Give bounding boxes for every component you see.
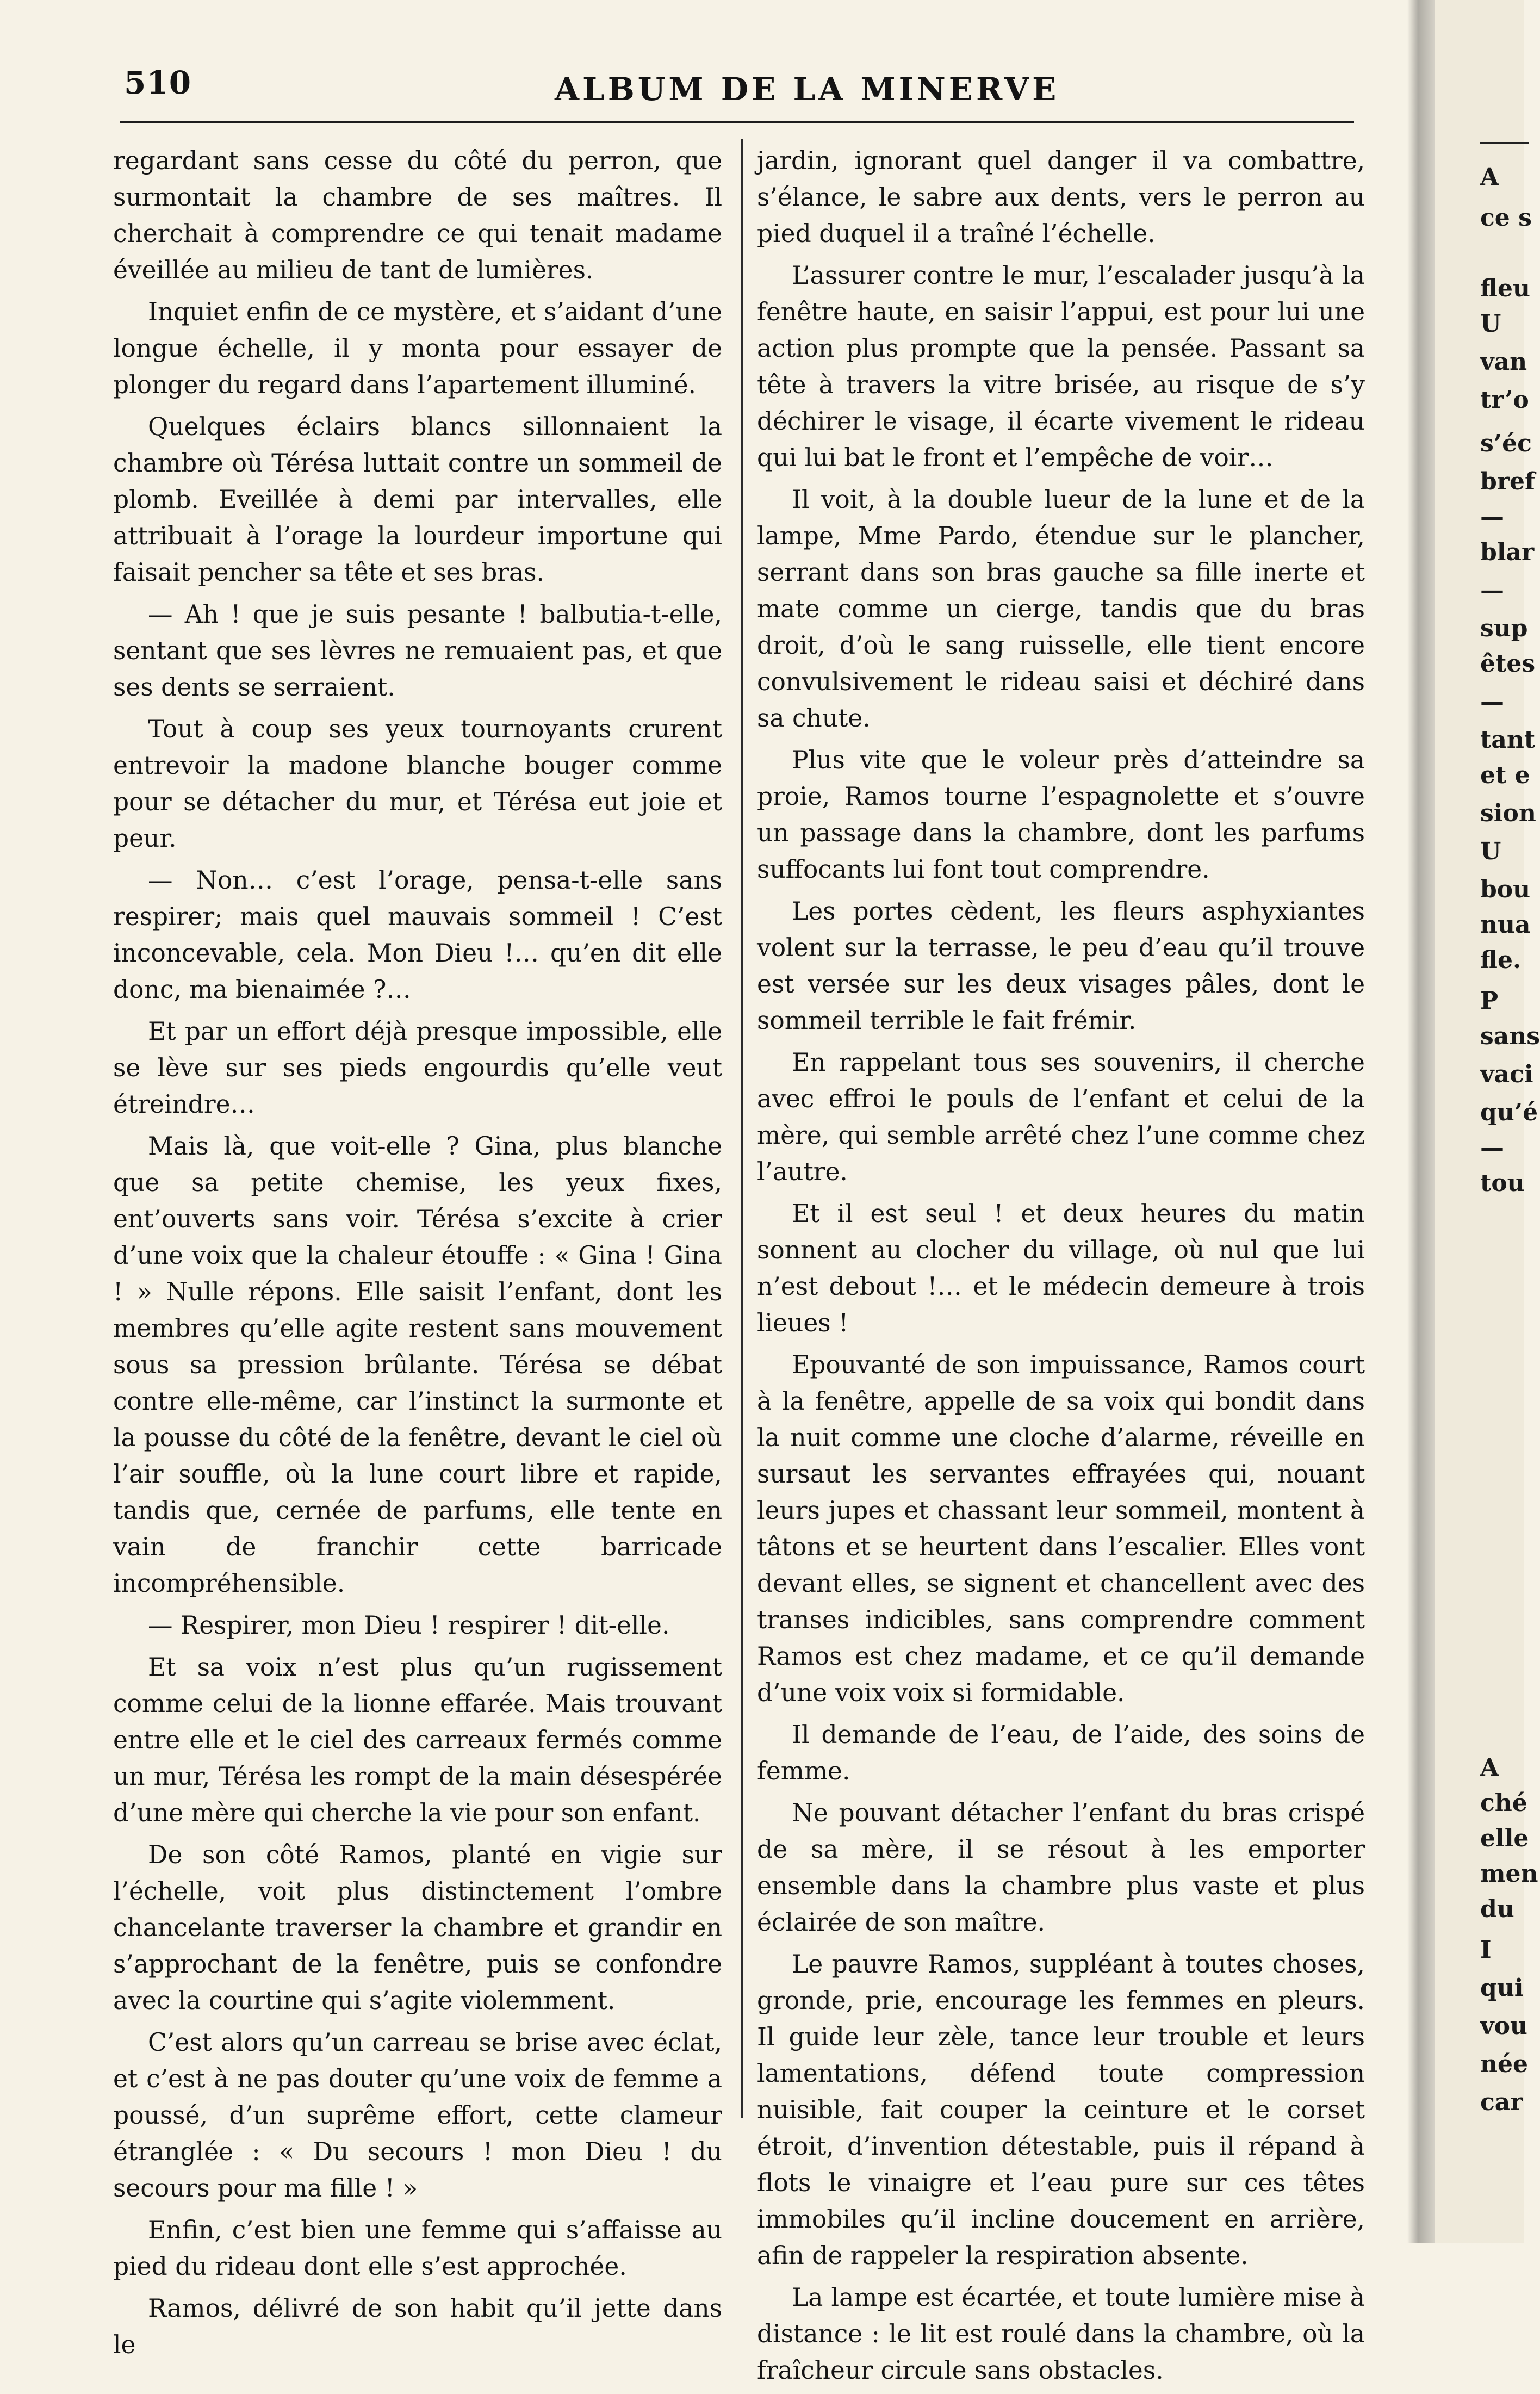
neighbor-fragment: A (1480, 1754, 1499, 1782)
paragraph: — Respirer, mon Dieu ! respirer ! dit-elle. (148, 1611, 670, 1640)
neighbor-fragment: — (1480, 1134, 1504, 1162)
paragraph: La lampe est écartée, et toute lumière mise à distance : le lit est roulé dans la chambre, où la fraîcheur circule sans obstacles. (757, 2283, 1365, 2385)
neighbor-fragment: ce s (1480, 204, 1532, 232)
neighbor-fragment: ché (1480, 1789, 1527, 1817)
header-rule (120, 121, 1354, 123)
neighbor-fragment: — (1480, 503, 1504, 531)
neighbor-fragment: P (1480, 987, 1499, 1015)
neighbor-fragment: tou (1480, 1169, 1525, 1197)
neighbor-fragment: — (1480, 576, 1504, 604)
paragraph: Ramos, délivré de son habit qu’il jette dans le (113, 2294, 722, 2359)
neighbor-fragment: née (1480, 2050, 1528, 2078)
running-title: ALBUM DE LA MINERVE (555, 71, 1060, 108)
paragraph: Et par un effort déjà presque impossible, elle se lève sur ses pieds engourdis qu’elle veut étreindre… (113, 1017, 722, 1119)
neighbor-fragment: du (1480, 1895, 1514, 1923)
paragraph: Quelques éclairs blancs sillonnaient la chambre où Térésa luttait contre un sommeil de plomb. Eveillée à demi par intervalles, elle attribuait à l’orage la lourdeur importune qui faisait pencher sa tête et ses bras. (113, 412, 722, 587)
column-rule (741, 139, 743, 2118)
neighbor-fragment: et e (1480, 761, 1530, 789)
neighbor-fragment: U (1480, 310, 1501, 338)
neighbor-fragment: qu’é (1480, 1099, 1538, 1126)
neighbor-fragment: I (1480, 1936, 1492, 1964)
neighbor-fragment: fle. (1480, 946, 1522, 974)
neighbor-fragment: sion (1480, 799, 1536, 827)
neighbor-fragment: bref (1480, 468, 1535, 495)
paragraph: C’est alors qu’un carreau se brise avec éclat, et c’est à ne pas douter qu’une voix de femme a poussé, d’un suprême effort, cette clameur étranglée : « Du secours ! mon Dieu ! du secours pour ma fille ! » (113, 2028, 722, 2203)
neighbor-fragment: — (1480, 688, 1504, 716)
paragraph: Et il est seul ! et deux heures du matin sonnent au clocher du village, où nul que lui n’est debout !… et le médecin demeure à trois lieues ! (757, 1199, 1365, 1337)
paragraph: De son côté Ramos, planté en vigie sur l’échelle, voit plus distinctement l’ombre chancelante traverser la chambre et grandir en s’approchant de la fenêtre, puis se confondre avec la courtine qui s’agite violemment. (113, 1840, 722, 2015)
left-column (113, 142, 722, 2368)
paragraph: Et sa voix n’est plus qu’un rugissement comme celui de la lionne effarée. Mais trouvant entre elle et le ciel des carreaux fermés comme un mur, Térésa les rompt de la main désespérée d’une mère qui cherche la vie pour son enfant. (113, 1653, 722, 1827)
paragraph: Inquiet enfin de ce mystère, et s’aidant d’une longue échelle, il y monta pour essayer de plonger du regard dans l’apartement illuminé. (113, 297, 722, 399)
paragraph: Mais là, que voit-elle ? Gina, plus blanche que sa petite chemise, les yeux fixes, ent’ouverts sans voir. Térésa s’excite à crier d’une voix que la chaleur étouffe : « Gina ! Gina ! » Nulle répons. Elle saisit l’enfant, dont les membres qu’elle agite restent sans mouvement sous sa pression brûlante. Térésa se débat contre elle-même, car l’instinct la surmonte et la pousse du côté de la fenêtre, devant le ciel où l’air souffle, où la lune court libre et rapide, tandis que, cernée de parfums, elle tente en vain de franchir cette barricade incompréhensible. (113, 1132, 722, 1598)
neighbor-fragment: tant (1480, 726, 1536, 754)
neighbor-fragment: blar (1480, 538, 1535, 566)
paragraph: Il voit, à la double lueur de la lune et de la lampe, Mme Pardo, étendue sur le plancher, serrant dans son bras gauche sa fille inerte et mate comme un cierge, tandis que du bras droit, d’où le sang ruisselle, elle tient encore convulsivement le rideau saisi et déchiré dans sa chute. (757, 485, 1365, 733)
neighbor-fragment: vaci (1480, 1060, 1533, 1088)
paragraph: jardin, ignorant quel danger il va combattre, s’élance, le sabre aux dents, vers le perron au pied duquel il a traîné l’échelle. (757, 146, 1365, 248)
paragraph: Les portes cèdent, les fleurs asphyxiantes volent sur la terrasse, le peu d’eau qu’il trouve est versée sur les deux visages pâles, dont le sommeil terrible le fait frémir. (757, 897, 1365, 1035)
paragraph: — Non… c’est l’orage, pensa-t-elle sans respirer; mais quel mauvais sommeil ! C’est inconcevable, cela. Mon Dieu !… qu’en dit elle donc, ma bienaimée ?… (113, 866, 722, 1004)
paragraph: Le pauvre Ramos, suppléant à toutes choses, gronde, prie, encourage les femmes en pleurs. Il guide leur zèle, tance leur trouble et leurs lamentations, défend toute compression nuisible, fait couper la ceinture et le corset étroit, d’invention détestable, puis il répand à flots le vinaigre et l’eau pure sur ces têtes immobiles qu’il incline doucement en arrière, afin de rappeler la respiration absente. (757, 1950, 1365, 2270)
paragraph: Ne pouvant détacher l’enfant du bras crispé de sa mère, il se résout à les emporter ensemble dans la chambre plus vaste et plus éclairée de son maître. (757, 1798, 1365, 1937)
neighbor-rule (1480, 142, 1529, 144)
neighbor-fragment: fleu (1480, 275, 1530, 302)
neighbor-fragment: êtes (1480, 650, 1536, 678)
neighbor-fragment: U (1480, 838, 1501, 865)
neighbor-fragment: sup (1480, 615, 1528, 642)
neighbor-fragment: vou (1480, 2012, 1527, 2040)
neighbor-fragment: qui (1480, 1974, 1524, 2002)
neighbor-fragment: nua (1480, 911, 1531, 939)
paragraph: L’assurer contre le mur, l’escalader jusqu’à la fenêtre haute, en saisir l’appui, est pour lui une action plus prompte que la pensée. Passant sa tête à travers la vitre brisée, au risque de s’y déchirer le visage, il écarte vivement le rideau qui lui bat le front et l’empêche de voir… (757, 261, 1365, 472)
paragraph: Enfin, c’est bien une femme qui s’affaisse au pied du rideau dont elle s’est approchée. (113, 2216, 722, 2281)
paragraph: Plus vite que le voleur près d’atteindre sa proie, Ramos tourne l’espagnolette et s’ouvre un passage dans la chambre, dont les parfums suffocants lui font tout comprendre. (757, 746, 1365, 884)
paragraph: Il demande de l’eau, de l’aide, des soins de femme. (757, 1720, 1365, 1785)
paragraph: — Ah ! que je suis pesante ! balbutia-t-elle, sentant que ses lèvres ne remuaient pas, et que ses dents se serraient. (113, 600, 722, 702)
neighbor-fragment: car (1480, 2088, 1523, 2116)
neighbor-fragment: s’éc (1480, 430, 1532, 457)
paragraph: Epouvanté de son impuissance, Ramos court à la fenêtre, appelle de sa voix qui bondit dans la nuit comme une cloche d’alarme, réveille en sursaut les servantes effrayées qui, nouant leurs jupes et chassant leur sommeil, montent à tâtons et se heurtent dans l’escalier. Elles vont devant elles, se signent et chancellent avec des transes indicibles, sans comprendre comment Ramos est chez madame, et ce qu’il demande d’une voix voix si formidable. (757, 1350, 1365, 1707)
neighbor-page-strip (1435, 0, 1540, 2243)
neighbor-fragment: A (1480, 163, 1499, 191)
paragraph: En rappelant tous ses souvenirs, il cherche avec effroi le pouls de l’enfant et celui de la mère, qui semble arrêté chez l’une comme chez l’autre. (757, 1048, 1365, 1186)
neighbor-fragment: men (1480, 1860, 1538, 1888)
neighbor-fragment: bou (1480, 876, 1531, 903)
right-column (757, 142, 1365, 2394)
neighbor-fragment: van (1480, 348, 1527, 376)
paragraph: regardant sans cesse du côté du perron, que surmontait la chambre de ses maîtres. Il cherchait à comprendre ce qui tenait madame éveillée au milieu de tant de lumières. (113, 146, 722, 284)
page-number: 510 (124, 64, 192, 101)
neighbor-fragment: elle (1480, 1825, 1529, 1852)
gutter-shadow (1407, 0, 1435, 2243)
neighbor-fragment: tr’o (1480, 386, 1529, 414)
neighbor-fragment: sans (1480, 1022, 1540, 1050)
paragraph: Tout à coup ses yeux tournoyants crurent entrevoir la madone blanche bouger comme pour se détacher du mur, et Térésa eut joie et peur. (113, 715, 722, 853)
